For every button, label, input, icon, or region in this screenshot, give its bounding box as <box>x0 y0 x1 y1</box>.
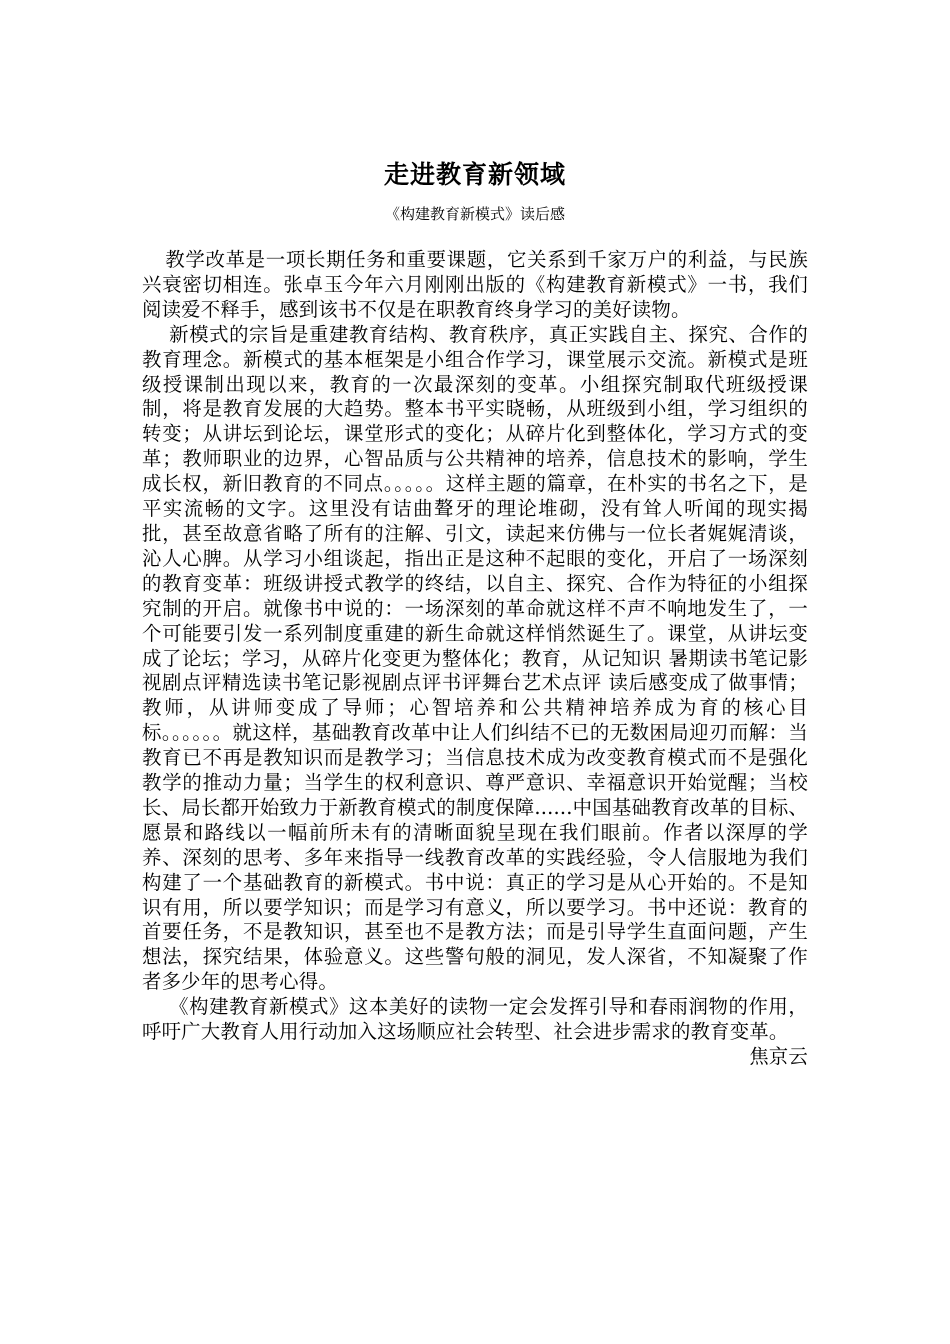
article-body <box>142 248 808 1070</box>
paragraph-main: 新模式的宗旨是重建教育结构、教育秩序，真正实践自主、探究、合作的教育理念。新模式的基本框架是小组合作学习，课堂展示交流。新模式是班级授课制出现以来，教育的一次最深刻的变革。小组探究制取代班级授课制，将是教育发展的大趋势。整本书平实晓畅，从班级到小组，学习组织的转变；从讲坛到论坛，课堂形式的变化；从碎片化到整体化，学习方式的变革；教师职业的边界，心智品质与公共精神的培养，信息技术的影响，学生成长权，新旧教育的不同点。。。。。这样主题的篇章，在朴实的书名之下，是平实流畅的文字。这里没有诘曲聱牙的理论堆砌，没有耸人听闻的现实揭批，甚至故意省略了所有的注解、引文，读起来仿佛与一位长者娓娓清谈，沁人心脾。从学习小组谈起，指出正是这种不起眼的变化，开启了一场深刻的教育变革：班级讲授式教学的终结，以自主、探究、合作为特征的小组探究制的开启。就像书中说的：一场深刻的革命就这样不声不响地发生了，一个可能要引发一系列制度重建的新生命就这样悄然诞生了。课堂，从讲坛变成了论坛；学习，从碎片化变更为整体化；教育，从记知识 暑期读书笔记影视剧点评精选读书笔记影视剧点评书评舞台艺术点评 读后感变成了做事情；教师，从讲师变成了导师；心智培养和公共精神培养成为育的核心目标。。。。。。就这样，基础教育改革中让人们纠结不已的无数困局迎刃而解：当教育已不再是教知识而是教学习；当信息技术成为改变教育模式而不是强化教学的推动力量；当学生的权利意识、尊严意识、幸福意识开始觉醒；当校长、局长都开始致力于新教育模式的制度保障......中国基础教育改革的目标、愿景和路线以一幅前所未有的清晰面貌呈现在我们眼前。作者以深厚的学养、深刻的思考、多年来指导一线教育改革的实践经验，令人信服地为我们构建了一个基础教育的新模式。书中说：真正的学习是从心开始的。不是知识有用，所以要学知识；而是学习有意义，所以要学习。书中还说：教育的首要任务，不是教知识，甚至也不是教方法；而是引导学生直面问题，产生想法，探究结果，体验意义。这些警句般的洞见，发人深省，不知凝聚了作者多少年的思考心得。 <box>142 322 808 994</box>
page-title: 走进教育新领域 <box>383 160 566 189</box>
paragraph-intro: 教学改革是一项长期任务和重要课题，它关系到千家万户的利益，与民族兴衰密切相连。张卓玉今年六月刚刚出版的《构建教育新模式》一书，我们阅读爱不释手，感到该书不仅是在职教育终身学习的美好读物。 <box>142 248 808 321</box>
page-subtitle: 《构建教育新模式》读后感 <box>384 205 565 223</box>
author-signature: 焦京云 <box>749 1045 808 1068</box>
paragraph-conclusion: 《构建教育新模式》这本美好的读物一定会发挥引导和春雨润物的作用，呼吁广大教育人用行动加入这场顺应社会转型、社会进步需求的教育变革。 <box>142 995 808 1044</box>
